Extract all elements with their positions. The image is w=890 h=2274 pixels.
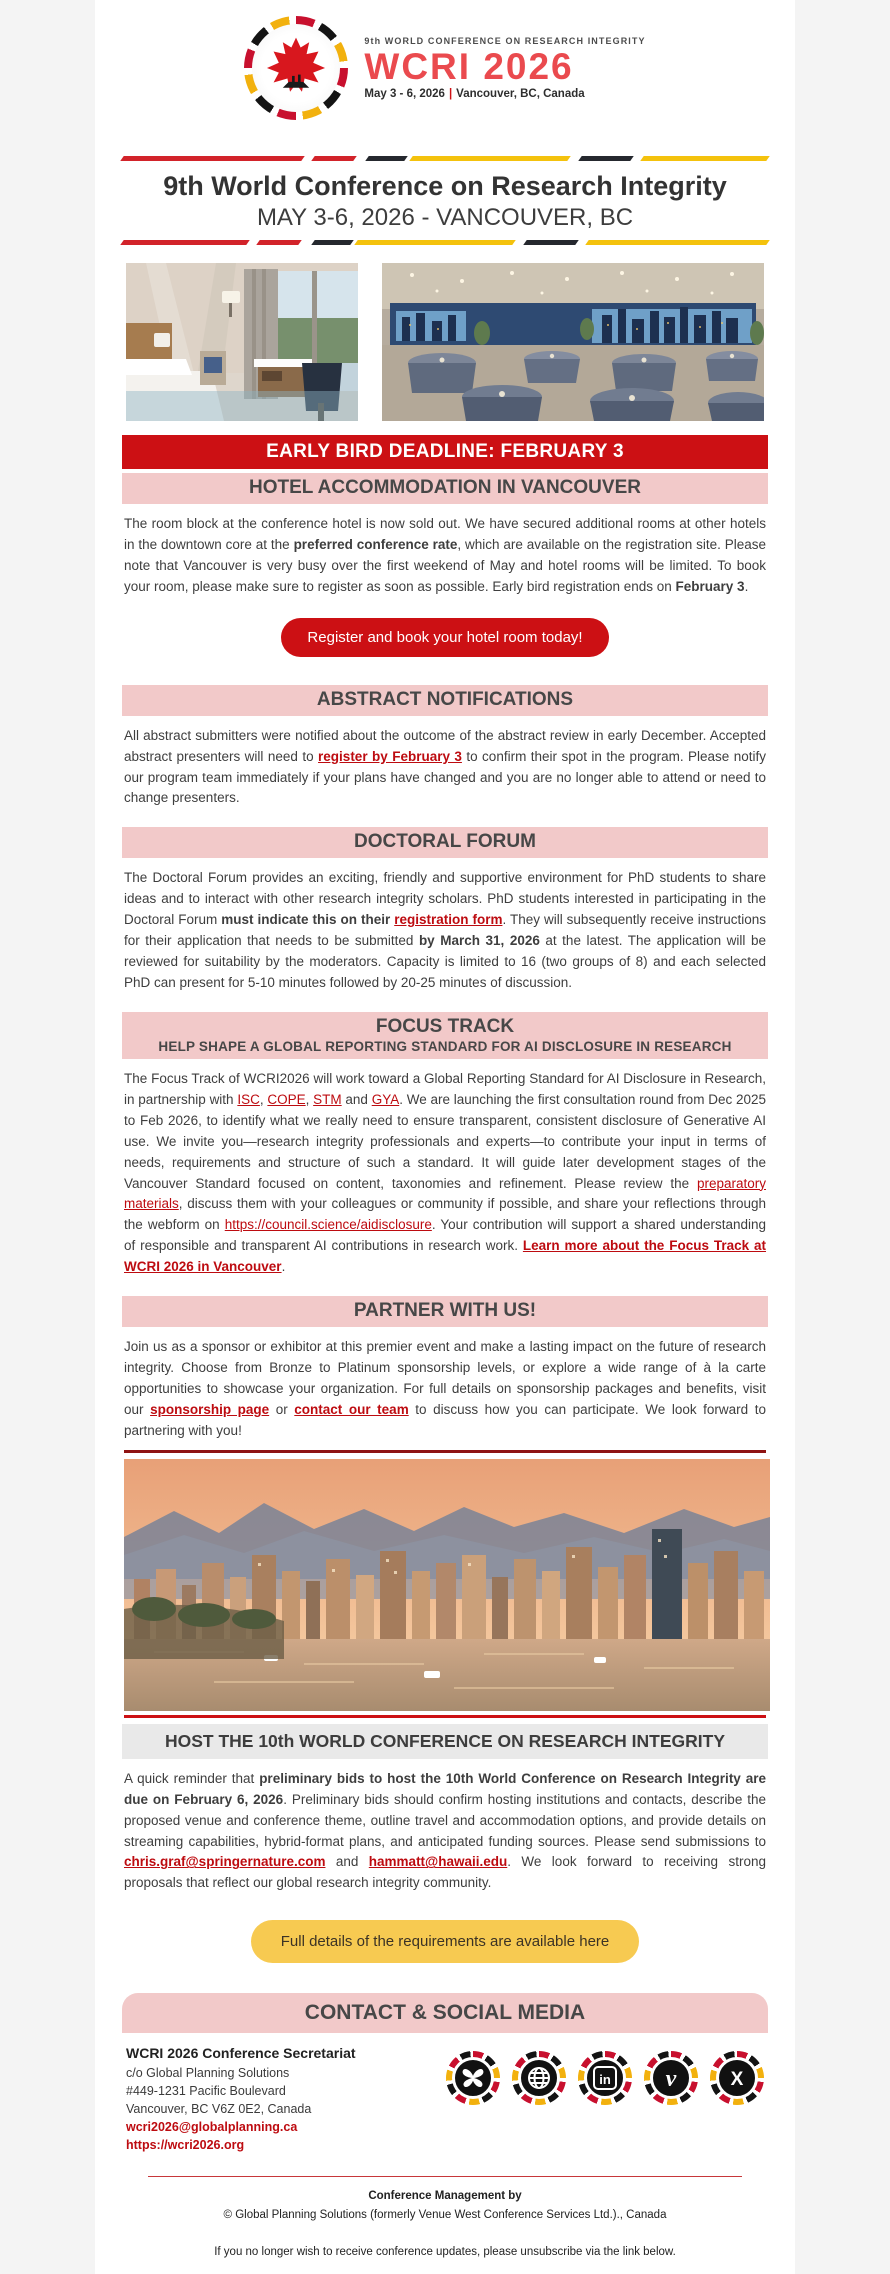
vimeo-icon[interactable] bbox=[644, 2051, 698, 2105]
conference-logo bbox=[122, 10, 768, 122]
social-icons bbox=[446, 2043, 764, 2105]
address-line: #449-1231 Pacific Boulevard bbox=[126, 2083, 286, 2098]
text-segment: must indicate this on their bbox=[221, 912, 395, 928]
text-segment: February 3 bbox=[675, 578, 745, 594]
footer-rule bbox=[148, 2176, 742, 2177]
text-segment: . Your contribution will support a shared understanding of responsible and transparent AI contributions in research work. bbox=[124, 1217, 766, 1254]
inline-link[interactable]: https://council.science/aidisclosure bbox=[224, 1217, 432, 1233]
text-segment: by March 31, 2026 bbox=[418, 933, 540, 949]
text-segment: The Doctoral Forum provides an exciting, friendly and supportive environment for PhD students to share ideas and to interact with other research integrity scholars. PhD students interested in participating in the Doctoral Forum bbox=[124, 870, 766, 928]
vancouver-skyline-photo bbox=[124, 1459, 766, 1711]
partner-section-header: PARTNER WITH US! bbox=[122, 1296, 768, 1327]
focus-section-header bbox=[122, 1012, 768, 1059]
text-segment: Join us as a sponsor or exhibitor at this premier event and make a lasting impact on the future of research integrity. Choose from Bronze to Platinum sponsorship levels, or explore a wide range of à la carte opportunities to showcase your organization. For full details on sponsorship packages and benefits, visit our bbox=[124, 1339, 766, 1417]
text-segment: A quick reminder that bbox=[124, 1770, 260, 1786]
managed-by-label: Conference Management by bbox=[368, 2190, 522, 2203]
inline-link[interactable]: ISC bbox=[237, 1091, 260, 1107]
svg-text:in: in bbox=[599, 2072, 611, 2088]
management-company-line: © Global Planning Solutions (formerly Venue West Conference Services Ltd.)., Canada bbox=[223, 2208, 667, 2221]
text-segment: , bbox=[259, 1091, 268, 1107]
text-segment: to discuss how you can participate. We look forward to partnering with you! bbox=[124, 1401, 766, 1438]
text-segment: preferred conference rate bbox=[293, 536, 458, 552]
early-bird-banner: EARLY BIRD DEADLINE: FEBRUARY 3 bbox=[122, 435, 768, 469]
secretariat-name: WCRI 2026 Conference Secretariat bbox=[126, 2045, 356, 2062]
hotel-paragraph bbox=[124, 514, 766, 598]
host-paragraph bbox=[124, 1769, 766, 1895]
dashed-divider-bottom bbox=[122, 240, 768, 245]
text-segment: at the latest. The application will be reviewed for suitability by the moderators. Capacity is limited to 16 (two groups of 8) and each selected PhD can present for 5-10 minutes followed by 20-25 minutes of discussion. bbox=[124, 933, 766, 990]
inline-link[interactable]: hammatt@hawaii.edu bbox=[368, 1854, 508, 1870]
contact-card bbox=[122, 1993, 768, 2162]
dashed-divider-top bbox=[122, 156, 768, 161]
unsubscribe-note: If you no longer wish to receive conference updates, please unsubscribe via the link below. bbox=[214, 2245, 676, 2258]
address-line: Vancouver, BC V6Z 0E2, Canada bbox=[126, 2101, 312, 2116]
doctoral-section-header: DOCTORAL FORUM bbox=[122, 827, 768, 858]
page-title: 9th World Conference on Research Integrity bbox=[163, 171, 727, 201]
text-segment: . bbox=[744, 578, 749, 594]
inline-link[interactable]: preparatory materials bbox=[124, 1175, 766, 1212]
text-segment: preliminary bids to host the 10th World Conference on Research Integrity are due on February 6, 2026 bbox=[124, 1770, 766, 1807]
website-globe-icon[interactable] bbox=[512, 2051, 566, 2105]
text-segment: The room block at the conference hotel is now sold out. We have secured additional rooms at other hotels in the downtown core at the bbox=[124, 516, 766, 552]
text-segment: The Focus Track of WCRI2026 will work toward a Global Reporting Standard for AI Disclosure in Research, in partnership with bbox=[124, 1070, 766, 1107]
inline-link[interactable]: GYA bbox=[371, 1091, 400, 1107]
inline-link[interactable]: sponsorship page bbox=[150, 1401, 270, 1417]
maple-leaf-icon bbox=[263, 35, 329, 101]
bluesky-butterfly-icon[interactable] bbox=[446, 2051, 500, 2105]
text-segment: , bbox=[305, 1091, 314, 1107]
linkedin-icon[interactable] bbox=[578, 2051, 632, 2105]
inline-link[interactable]: COPE bbox=[267, 1091, 306, 1107]
ballroom-photo bbox=[382, 263, 764, 421]
text-segment: or bbox=[269, 1401, 295, 1417]
address-line: c/o Global Planning Solutions bbox=[126, 2065, 290, 2080]
email-body bbox=[95, 0, 795, 2274]
focus-heading: FOCUS TRACK bbox=[375, 1015, 515, 1037]
partner-paragraph bbox=[124, 1337, 766, 1442]
contact-email-link[interactable]: wcri2026@globalplanning.ca bbox=[126, 2119, 298, 2134]
requirements-button[interactable]: Full details of the requirements are available here bbox=[251, 1920, 640, 1963]
logo-text bbox=[364, 36, 645, 101]
focus-paragraph bbox=[124, 1069, 766, 1278]
logo-wordmark: WCRI 2026 bbox=[364, 45, 574, 87]
host-section-header: HOST THE 10th WORLD CONFERENCE ON RESEARCH INTEGRITY bbox=[122, 1724, 768, 1759]
tagline-separator: | bbox=[448, 88, 453, 101]
inline-link[interactable]: contact our team bbox=[294, 1401, 409, 1417]
text-segment: , which are available on the registration site. Please note that Vancouver is very busy over the first weekend of May and hotel rooms will be limited. To book your room, please make sure to register as soon as possible. Early bird registration ends on bbox=[124, 536, 766, 594]
secretariat-address bbox=[126, 2043, 356, 2154]
text-segment: All abstract submitters were notified about the outcome of the abstract review in early December. Accepted abstract presenters will need to bbox=[124, 727, 766, 764]
text-segment: and bbox=[341, 1091, 372, 1107]
hotel-section-header: HOTEL ACCOMMODATION IN VANCOUVER bbox=[122, 473, 768, 504]
focus-subheading: HELP SHAPE A GLOBAL REPORTING STANDARD FOR AI DISCLOSURE IN RESEARCH bbox=[158, 1038, 732, 1054]
inline-link[interactable]: Learn more about the Focus Track at WCRI 2026 in Vancouver bbox=[124, 1238, 767, 1275]
text-segment: . bbox=[281, 1259, 286, 1275]
inline-link[interactable]: registration form bbox=[394, 912, 503, 928]
svg-text:v: v bbox=[665, 2066, 677, 2092]
logo-top-line: 9th WORLD CONFERENCE ON RESEARCH INTEGRITY bbox=[364, 35, 646, 46]
inline-link[interactable]: register by February 3 bbox=[318, 748, 462, 764]
divider-rule-red bbox=[124, 1715, 766, 1718]
contact-section-header: CONTACT & SOCIAL MEDIA bbox=[122, 1993, 768, 2033]
register-hotel-button[interactable]: Register and book your hotel room today! bbox=[281, 618, 608, 657]
inline-link[interactable]: STM bbox=[313, 1091, 342, 1107]
hotel-room-photo bbox=[126, 263, 358, 421]
inline-link[interactable]: chris.graf@springernature.com bbox=[124, 1854, 326, 1870]
text-segment: to confirm their spot in the program. Please notify our program team immediately if your plans have changed and you are no longer able to attend or need to change presenters. bbox=[124, 748, 766, 806]
doctoral-paragraph bbox=[124, 868, 766, 994]
text-segment: . They will subsequently receive instructions for their application that needs to be submitted bbox=[124, 912, 766, 949]
divider-rule-dark bbox=[124, 1450, 766, 1453]
footer-management bbox=[122, 2187, 768, 2224]
x-twitter-icon[interactable] bbox=[710, 2051, 764, 2105]
abstract-section-header: ABSTRACT NOTIFICATIONS bbox=[122, 685, 768, 716]
logo-badge bbox=[252, 24, 340, 112]
logo-badge-ring bbox=[244, 16, 348, 120]
svg-text:X: X bbox=[730, 2069, 744, 2091]
text-segment: . We are launching the first consultation round from Dec 2025 to Feb 2026, to identify what we really need to ensure transparent, consistent disclosure of Generative AI use. We invite you—research integrity professionals and experts—to contribute your input in terms of needs, requirements and structure of such a standard. It will guide later development stages of the Vancouver Standard focused on content, taxonomies and refinement. Please review the bbox=[124, 1091, 766, 1191]
text-segment: . We look forward to receiving strong proposals that reflect our global research integrity community. bbox=[124, 1854, 766, 1891]
page-subtitle: MAY 3-6, 2026 - VANCOUVER, BC bbox=[256, 204, 634, 231]
conference-website-link[interactable]: https://wcri2026.org bbox=[126, 2138, 245, 2153]
text-segment: . Preliminary bids should confirm hosting institutions and contacts, describe the proposed venue and conference theme, outline travel and accommodation options, and provide details on streaming capabilities, hybrid-format plans, and anticipated funding sources. Please send submissions to bbox=[124, 1791, 766, 1849]
hotel-photos bbox=[126, 263, 764, 421]
logo-tagline: May 3 - 6, 2026 | Vancouver, BC, Canada bbox=[364, 88, 585, 101]
text-segment: , discuss them with your colleagues or community if possible, and share your reflections through the webform on bbox=[124, 1196, 766, 1233]
abstract-paragraph bbox=[124, 726, 766, 810]
text-segment: and bbox=[325, 1854, 369, 1870]
